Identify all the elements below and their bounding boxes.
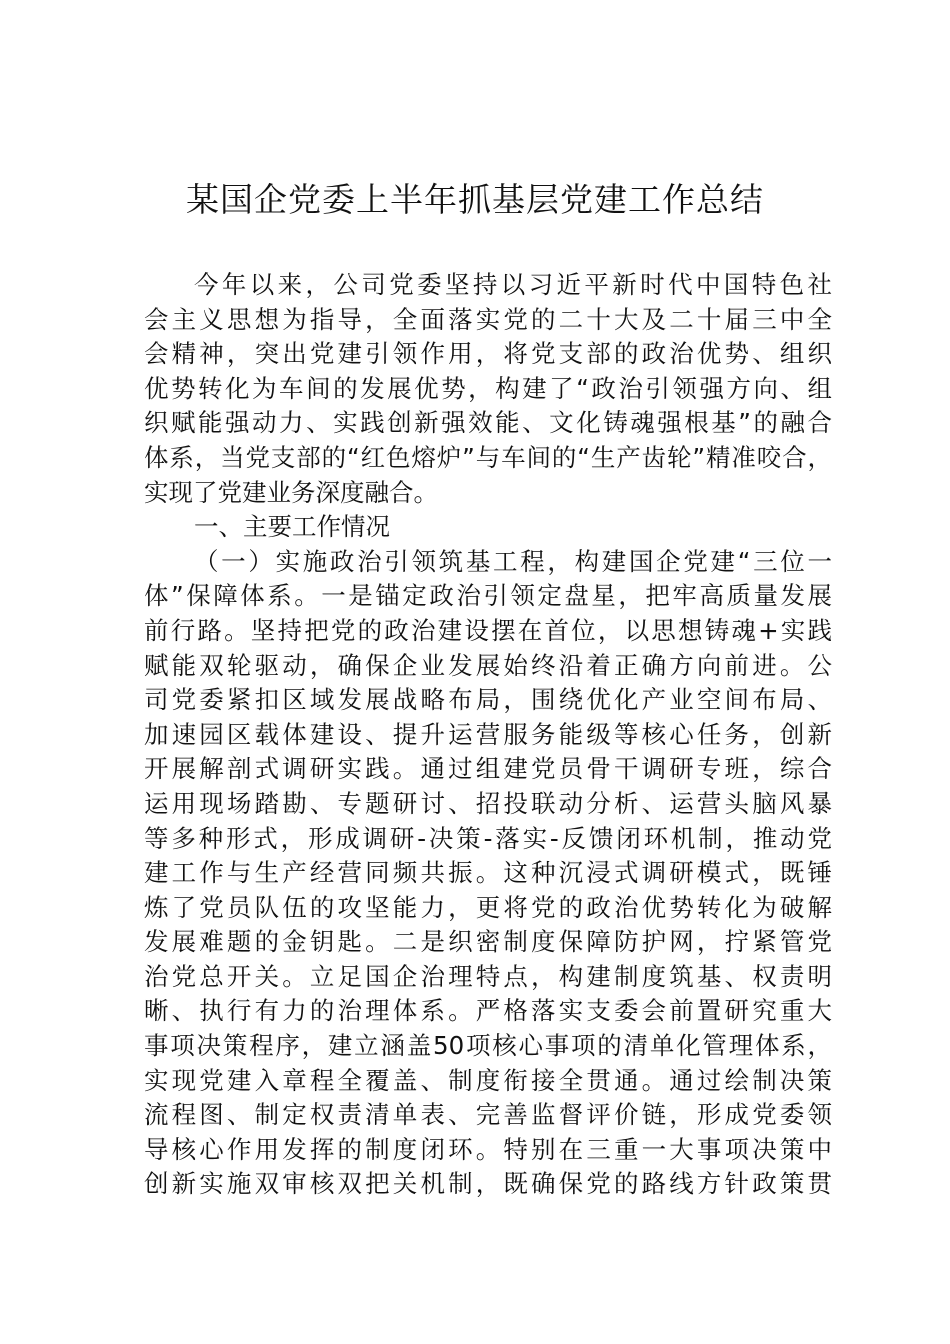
document-body bbox=[144, 268, 832, 1202]
text-line: 等多种形式，形成调研-决策-落实-反馈闭环机制，推动党 bbox=[144, 823, 832, 853]
text-line: 赋能双轮驱动，确保企业发展始终沿着正确方向前进。公 bbox=[144, 650, 832, 680]
text-line: 炼了党员队伍的攻坚能力，更将党的政治优势转化为破解 bbox=[144, 892, 832, 922]
section-1-paragraph bbox=[144, 545, 832, 1202]
section-heading: 一、主要工作情况 bbox=[194, 512, 390, 542]
text-line: 开展解剖式调研实践。通过组建党员骨干调研专班，综合 bbox=[144, 754, 832, 784]
text-line: 优势转化为车间的发展优势，构建了“政治引领强方向、组 bbox=[144, 373, 832, 403]
text-line: 织赋能强动力、实践创新强效能、文化铸魂强根基”的融合 bbox=[144, 408, 832, 438]
text-line: 会精神，突出党建引领作用，将党支部的政治优势、组织 bbox=[144, 339, 832, 369]
text-line: 今年以来，公司党委坚持以习近平新时代中国特色社 bbox=[194, 270, 832, 299]
text-line: 体系，当党支部的“红色熔炉”与车间的“生产齿轮”精准咬合， bbox=[144, 442, 832, 472]
text-line: 司党委紧扣区域发展战略布局，围绕优化产业空间布局、 bbox=[144, 685, 832, 715]
text-line: 实现了党建业务深度融合。 bbox=[144, 477, 438, 507]
text-line: 加速园区载体建设、提升运营服务能级等核心任务，创新 bbox=[144, 719, 832, 749]
text-line: 治党总开关。立足国企治理特点，构建制度筑基、权责明 bbox=[144, 961, 832, 991]
text-line: 导核心作用发挥的制度闭环。特别在三重一大事项决策中 bbox=[144, 1134, 832, 1164]
text-line: （一）实施政治引领筑基工程，构建国企党建“三位一 bbox=[194, 546, 832, 576]
text-line: 晰、执行有力的治理体系。严格落实支委会前置研究重大 bbox=[144, 996, 832, 1026]
text-line: 会主义思想为指导，全面落实党的二十大及二十届三中全 bbox=[144, 304, 832, 334]
text-line: 发展难题的金钥匙。二是织密制度保障防护网，拧紧管党 bbox=[144, 927, 832, 957]
document-title: 某国企党委上半年抓基层党建工作总结 bbox=[186, 180, 764, 219]
text-line: 实现党建入章程全覆盖、制度衔接全贯通。通过绘制决策 bbox=[144, 1065, 832, 1095]
text-line: 体”保障体系。一是锚定政治引领定盘星，把牢高质量发展 bbox=[144, 581, 832, 611]
intro-paragraph bbox=[144, 268, 832, 510]
text-line: 建工作与生产经营同频共振。这种沉浸式调研模式，既锤 bbox=[144, 858, 832, 888]
text-line: 流程图、制定权责清单表、完善监督评价链，形成党委领 bbox=[144, 1100, 832, 1130]
text-line: 事项决策程序，建立涵盖50项核心事项的清单化管理体系， bbox=[144, 1031, 832, 1061]
text-line: 创新实施双审核双把关机制，既确保党的路线方针政策贯 bbox=[144, 1169, 832, 1199]
text-line: 前行路。坚持把党的政治建设摆在首位，以思想铸魂+实践 bbox=[144, 615, 832, 645]
text-line: 运用现场踏勘、专题研讨、招投联动分析、运营头脑风暴 bbox=[144, 788, 832, 818]
